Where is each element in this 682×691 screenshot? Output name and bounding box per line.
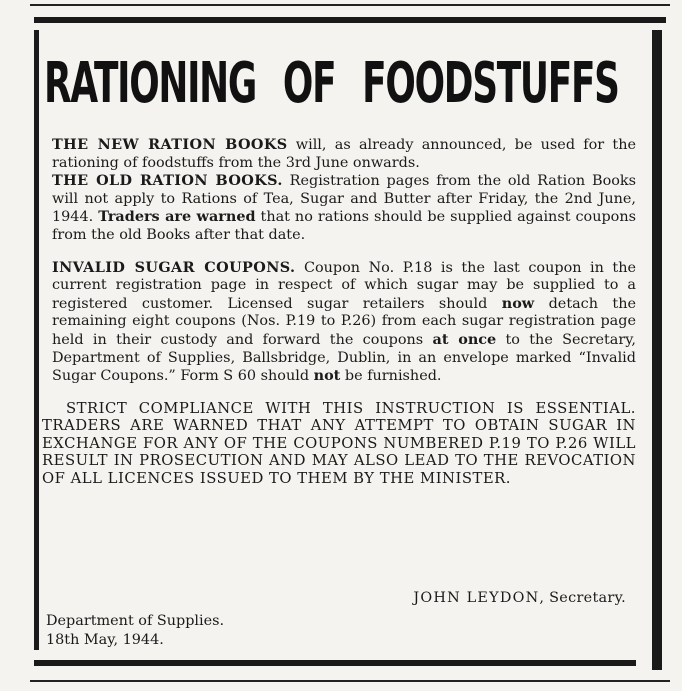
old-ration-books-warning: Traders are warned [98,208,256,226]
compliance-warning [42,400,636,488]
right-border [652,30,662,670]
invalid-bold-not: not [313,367,341,385]
invalid-text-1: Coupon No. P.18 is the last coupon in the current registration page in respect of which sugar may be supplied to a registered customer. Licensed sugar retailers should [52,259,636,312]
new-ration-books-heading: THE NEW RATION BOOKS [52,136,288,153]
left-border [34,30,39,650]
title-word-2: OF [282,51,336,116]
invalid-bold-at-once: at once [432,330,497,348]
notice-title [44,40,619,128]
signatory-name: JOHN LEYDON [413,590,540,606]
old-ration-books-text-1: Registration pages from the old Ration Books will not apply to Rations of Tea, Sugar and Butter after Friday, the 2nd June, 1944. [52,173,636,226]
issuer-block [46,612,224,650]
invalid-sugar-coupons-paragraph [52,259,636,386]
new-ration-books-paragraph [52,136,636,172]
old-ration-books-text-2: that no rations should be supplied against coupons from the old Books after that date. [52,209,637,243]
signatory-title: , Secretary. [539,590,626,606]
invalid-text-4: be furnished. [340,368,442,385]
invalid-text-2: detach the remaining eight coupons (Nos. P.19 to P.26) from each sugar registration page held in their custody and forward the coupons [52,295,636,348]
signature [413,590,626,606]
invalid-bold-now: now [501,294,535,312]
issue-date: 18th May, 1944. [46,632,164,648]
bottom-border [34,660,636,666]
old-ration-books-heading: THE OLD RATION BOOKS. [52,172,283,190]
invalid-sugar-coupons-heading: INVALID SUGAR COUPONS. [52,258,296,276]
bottom-border-thin [30,680,670,682]
new-ration-books-text: will, as already announced, be used for the rationing of foodstuffs from the 3rd June onwards. [52,137,636,171]
notice-body [42,136,637,487]
invalid-text-3: to the Secretary, Department of Supplies, Ballsbridge, Dublin, in an envelope marked “Invalid Sugar Coupons.” Form S 60 should [52,331,637,385]
title-word-3: FOODSTUFFS [362,51,619,116]
old-ration-books-paragraph [52,172,636,244]
top-border-thin [30,4,670,6]
compliance-text: STRICT COMPLIANCE WITH THIS INSTRUCTION IS ESSENTIAL. TRADERS ARE WARNED THAT ANY ATTEMPT TO OBTAIN SUGAR IN EXCHANGE FOR ANY OF THE COUPONS NUMBERED P.19 TO P.26 WILL RESULT IN PROSECUTION AND MAY ALSO LEAD TO THE REVOCATION OF ALL LICENCES ISSUED TO THEM BY THE MINISTER. [42,399,636,487]
top-border [34,17,666,23]
issuing-department: Department of Supplies. [46,613,225,629]
title-word-1: RATIONING [44,51,257,116]
